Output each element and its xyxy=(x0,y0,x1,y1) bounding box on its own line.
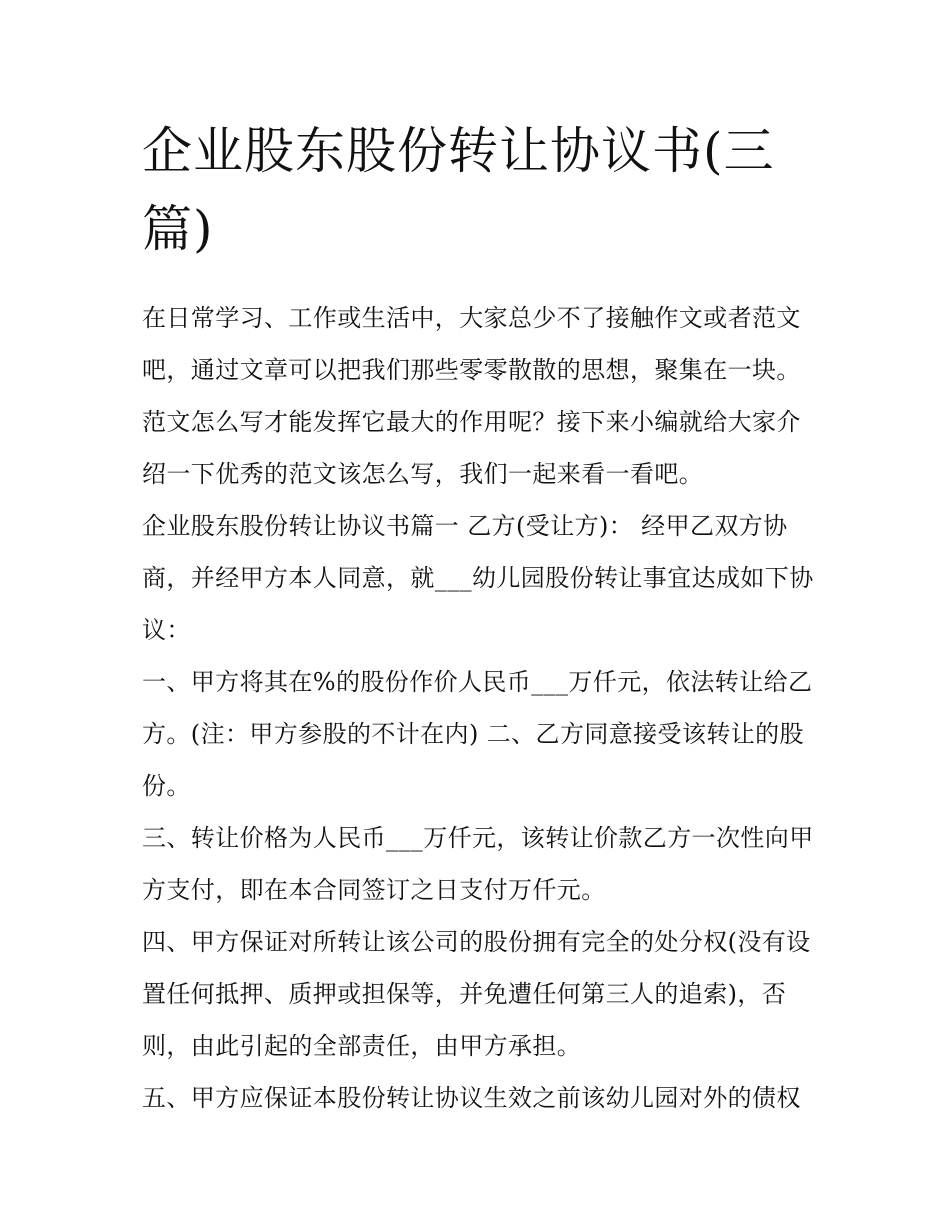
clause-3-paragraph: 三、转让价格为人民币___万仟元，该转让价款乙方一次性向甲方支付，即在本合同签订之日支付万仟元。 xyxy=(142,824,814,904)
document-title: 企业股东股份转让协议书(三篇) xyxy=(142,122,775,258)
clause-4-paragraph: 四、甲方保证对所转让该公司的股份拥有完全的处分权(没有设置任何抵押、质押或担保等，并免遭任何第三人的追索)，否则，由此引起的全部责任，由甲方承担。 xyxy=(142,928,811,1060)
document-page xyxy=(142,112,822,1124)
clause-5-paragraph: 五、甲方应保证本股份转让协议生效之前该幼儿园对外的债权 xyxy=(142,1084,801,1112)
agreement-opening-paragraph: 企业股东股份转让协议书篇一 乙方(受让方)： 经甲乙双方协商，并经甲方本人同意，就___幼儿园股份转让事宜达成如下协议： xyxy=(142,512,814,644)
intro-paragraph: 在日常学习、工作或生活中，大家总少不了接触作文或者范文吧，通过文章可以把我们那些零零散散的思想，聚集在一块。范文怎么写才能发挥它最大的作用呢？接下来小编就给大家介绍一下优秀的范文该怎么写，我们一起来看一看吧。 xyxy=(142,304,801,488)
clause-1-paragraph: 一、甲方将其在%的股份作价人民币___万仟元，依法转让给乙方。(注：甲方参股的不计在内) 二、乙方同意接受该转让的股份。 xyxy=(142,668,813,800)
